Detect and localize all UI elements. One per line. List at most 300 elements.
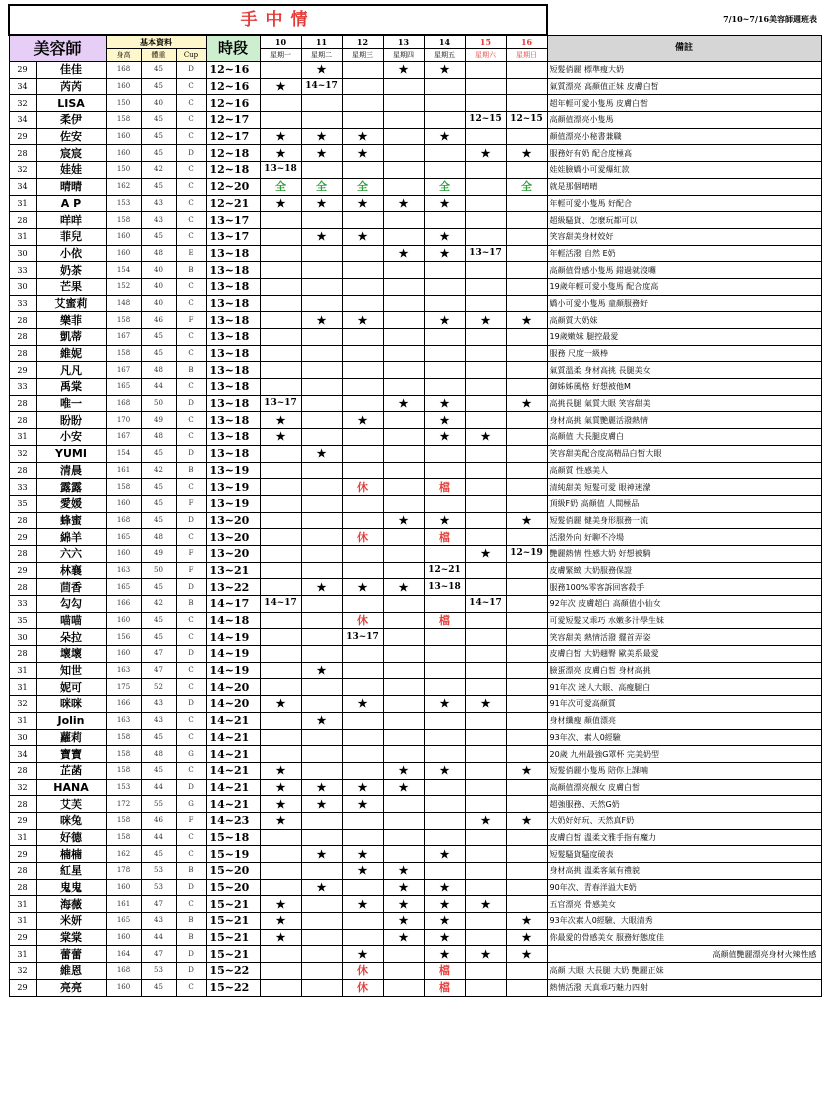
shift-cell: [506, 462, 547, 479]
height-cell: 160: [106, 245, 141, 262]
shift-star: ★: [301, 712, 342, 729]
shift-star: ★: [424, 913, 465, 930]
age-cell: 28: [9, 863, 36, 880]
shift-cell: [260, 679, 301, 696]
shift-cell: 全: [424, 178, 465, 195]
age-cell: 29: [9, 812, 36, 829]
shift-cell: [383, 729, 424, 746]
time-slot-cell: 13~20: [206, 512, 260, 529]
shift-cell: [506, 712, 547, 729]
shift-star: ★: [424, 846, 465, 863]
shift-cell: [260, 529, 301, 546]
beautician-header: 美容師: [9, 35, 106, 62]
shift-cell: [506, 295, 547, 312]
shift-cell: [383, 295, 424, 312]
shift-star: ★: [260, 78, 301, 95]
shift-cell: [342, 345, 383, 362]
shift-cell: [506, 362, 547, 379]
weekday-header: 星期二: [301, 49, 342, 62]
note-cell: 熱情活潑 天真乖巧魅力四射: [547, 979, 821, 996]
name-cell: 知世: [36, 662, 106, 679]
shift-star: ★: [383, 512, 424, 529]
shift-cell: [342, 596, 383, 613]
shift-cell: [424, 78, 465, 95]
time-slot-cell: 15~21: [206, 946, 260, 963]
shift-star: ★: [424, 128, 465, 145]
shift-cell: [260, 212, 301, 229]
shift-cell: [342, 646, 383, 663]
weight-cell: 45: [141, 445, 176, 462]
cup-cell: D: [176, 579, 206, 596]
shift-cell: [424, 362, 465, 379]
shift-cell: [260, 95, 301, 112]
name-cell: 壞壞: [36, 646, 106, 663]
shift-star: ★: [342, 579, 383, 596]
shift-cell: [342, 512, 383, 529]
shift-star: ★: [260, 696, 301, 713]
shift-cell: [301, 429, 342, 446]
note-cell: 皮膚白皙 大奶翹臀 歐美系最愛: [547, 646, 821, 663]
note-cell: 身材纖瘦 顏值漂亮: [547, 712, 821, 729]
shift-cell: 12~15: [506, 112, 547, 129]
shift-cell: [424, 112, 465, 129]
shift-cell: [301, 979, 342, 996]
height-cell: 163: [106, 562, 141, 579]
weight-cell: 45: [141, 228, 176, 245]
table-row: [9, 195, 821, 212]
shift-cell: [465, 162, 506, 179]
note-cell: 90年次、青春洋溢大E奶: [547, 879, 821, 896]
time-slot-cell: 14~21: [206, 712, 260, 729]
height-cell: 165: [106, 913, 141, 930]
age-cell: 32: [9, 95, 36, 112]
shift-cell: [465, 762, 506, 779]
note-cell: 笑容甜美身材姣好: [547, 228, 821, 245]
shift-cell: [383, 362, 424, 379]
shift-cell: [383, 545, 424, 562]
age-cell: 28: [9, 145, 36, 162]
shift-cell: [301, 162, 342, 179]
weight-cell: 45: [141, 729, 176, 746]
table-row: [9, 879, 821, 896]
shift-cell: [506, 78, 547, 95]
weight-cell: 43: [141, 195, 176, 212]
shift-cell: [465, 495, 506, 512]
shift-cell: [465, 662, 506, 679]
shift-cell: [424, 495, 465, 512]
note-cell: 御姊姊風格 好想被他M: [547, 379, 821, 396]
weight-cell: 45: [141, 762, 176, 779]
shift-cell: [506, 662, 547, 679]
note-cell: 19歲年輕可愛小隻馬 配合度高: [547, 278, 821, 295]
table-row: [9, 829, 821, 846]
height-cell: 152: [106, 278, 141, 295]
age-cell: 32: [9, 445, 36, 462]
name-cell: 佳佳: [36, 62, 106, 79]
cup-cell: C: [176, 228, 206, 245]
shift-cell: [260, 712, 301, 729]
shift-cell: [465, 746, 506, 763]
shift-star: ★: [424, 195, 465, 212]
shift-star: ★: [301, 228, 342, 245]
note-cell: 高顏 大眼 大長腿 大奶 艷麗正妹: [547, 963, 821, 980]
name-cell: 凱蒂: [36, 329, 106, 346]
name-cell: 紅星: [36, 863, 106, 880]
table-row: [9, 646, 821, 663]
table-row: [9, 979, 821, 996]
table-row: [9, 295, 821, 312]
shift-star: ★: [383, 779, 424, 796]
name-cell: 喵喵: [36, 612, 106, 629]
weight-cell: 40: [141, 278, 176, 295]
table-row: [9, 312, 821, 329]
shift-star: ★: [506, 946, 547, 963]
name-cell: 芷菡: [36, 762, 106, 779]
time-slot-cell: 14~20: [206, 696, 260, 713]
note-cell: 服務100%零客訴回客殺手: [547, 579, 821, 596]
name-cell: LISA: [36, 95, 106, 112]
cup-cell: D: [176, 145, 206, 162]
age-cell: 31: [9, 896, 36, 913]
age-cell: 29: [9, 128, 36, 145]
shift-cell: [260, 646, 301, 663]
table-row: [9, 262, 821, 279]
height-cell: 178: [106, 863, 141, 880]
shift-cell: [506, 896, 547, 913]
cup-cell: C: [176, 195, 206, 212]
shift-cell: [260, 228, 301, 245]
cup-cell: C: [176, 712, 206, 729]
time-slot-cell: 12~16: [206, 78, 260, 95]
shift-star: ★: [383, 896, 424, 913]
shift-cell: [383, 746, 424, 763]
time-slot-cell: 12~16: [206, 95, 260, 112]
shift-cell: [465, 445, 506, 462]
shift-cell: [383, 162, 424, 179]
name-cell: 小安: [36, 429, 106, 446]
page-title: 手中情: [9, 5, 547, 35]
shift-cell: [342, 362, 383, 379]
note-cell: 93年次、素人0經驗: [547, 729, 821, 746]
cup-cell: B: [176, 262, 206, 279]
time-slot-cell: 14~17: [206, 596, 260, 613]
table-row: [9, 128, 821, 145]
shift-cell: [506, 596, 547, 613]
shift-cell: [465, 479, 506, 496]
shift-star: ★: [301, 445, 342, 462]
cup-cell: C: [176, 429, 206, 446]
shift-cell: [301, 596, 342, 613]
shift-star: ★: [383, 879, 424, 896]
shift-star: ★: [465, 946, 506, 963]
height-cell: 156: [106, 629, 141, 646]
note-cell: 氣質漂亮 高顏值正妹 皮膚白皙: [547, 78, 821, 95]
shift-cell: [260, 512, 301, 529]
weight-header: 體重: [141, 49, 176, 62]
name-cell: 好德: [36, 829, 106, 846]
time-slot-cell: 13~18: [206, 295, 260, 312]
height-cell: 160: [106, 228, 141, 245]
shift-cell: [260, 462, 301, 479]
table-row: [9, 245, 821, 262]
name-cell: 奶茶: [36, 262, 106, 279]
notes-header: 備註: [547, 35, 821, 62]
shift-cell: [260, 329, 301, 346]
shift-cell: [465, 95, 506, 112]
shift-cell: [465, 128, 506, 145]
table-row: [9, 412, 821, 429]
weekday-header: 星期日: [506, 49, 547, 62]
shift-cell: [465, 379, 506, 396]
shift-star: ★: [424, 512, 465, 529]
shift-cell: [424, 746, 465, 763]
shift-star: ★: [342, 796, 383, 813]
name-cell: 海薇: [36, 896, 106, 913]
shift-cell: [342, 562, 383, 579]
cup-cell: C: [176, 295, 206, 312]
shift-cell: [383, 128, 424, 145]
shift-star: ★: [424, 395, 465, 412]
weekday-header: 星期六: [465, 49, 506, 62]
table-row: [9, 896, 821, 913]
shift-cell: [465, 462, 506, 479]
age-cell: 29: [9, 529, 36, 546]
shift-cell: 檔: [424, 979, 465, 996]
shift-cell: [424, 596, 465, 613]
height-cell: 158: [106, 746, 141, 763]
weight-cell: 55: [141, 796, 176, 813]
shift-cell: [342, 262, 383, 279]
name-cell: 芒果: [36, 278, 106, 295]
height-cell: 160: [106, 495, 141, 512]
shift-cell: [383, 946, 424, 963]
shift-cell: [342, 712, 383, 729]
height-cell: 160: [106, 929, 141, 946]
shift-cell: [383, 312, 424, 329]
age-cell: 31: [9, 429, 36, 446]
cup-cell: D: [176, 696, 206, 713]
shift-cell: [301, 896, 342, 913]
shift-cell: [465, 228, 506, 245]
cup-cell: C: [176, 78, 206, 95]
age-cell: 28: [9, 345, 36, 362]
age-cell: 30: [9, 245, 36, 262]
time-slot-cell: 13~18: [206, 345, 260, 362]
cup-cell: F: [176, 812, 206, 829]
shift-cell: [383, 412, 424, 429]
shift-cell: 13~18: [260, 162, 301, 179]
note-cell: 超強服務、天然G奶: [547, 796, 821, 813]
shift-cell: [506, 228, 547, 245]
weight-cell: 53: [141, 879, 176, 896]
shift-star: ★: [260, 929, 301, 946]
shift-cell: [424, 829, 465, 846]
shift-star: ★: [465, 429, 506, 446]
shift-cell: [342, 62, 383, 79]
cup-cell: C: [176, 612, 206, 629]
cup-cell: D: [176, 62, 206, 79]
shift-cell: [424, 629, 465, 646]
shift-star: ★: [424, 429, 465, 446]
shift-star: ★: [301, 195, 342, 212]
note-cell: 娃娃臉嬌小可愛爆紅款: [547, 162, 821, 179]
shift-cell: [424, 863, 465, 880]
shift-star: ★: [424, 929, 465, 946]
name-cell: 棠棠: [36, 929, 106, 946]
weight-cell: 47: [141, 646, 176, 663]
name-cell: YUMI: [36, 445, 106, 462]
shift-cell: [383, 345, 424, 362]
shift-cell: [465, 362, 506, 379]
table-row: [9, 78, 821, 95]
shift-cell: [342, 812, 383, 829]
weight-cell: 50: [141, 562, 176, 579]
shift-cell: [383, 178, 424, 195]
cup-cell: C: [176, 345, 206, 362]
cup-cell: D: [176, 879, 206, 896]
time-slot-cell: 14~21: [206, 729, 260, 746]
shift-cell: [506, 979, 547, 996]
shift-cell: 13~17: [342, 629, 383, 646]
cup-cell: C: [176, 529, 206, 546]
shift-star: ★: [383, 762, 424, 779]
name-cell: HANA: [36, 779, 106, 796]
note-cell: 91年次可愛高顏質: [547, 696, 821, 713]
age-cell: 28: [9, 796, 36, 813]
table-row: [9, 796, 821, 813]
shift-cell: [465, 913, 506, 930]
weight-cell: 49: [141, 545, 176, 562]
table-row: [9, 512, 821, 529]
weight-cell: 45: [141, 178, 176, 195]
height-cell: 160: [106, 979, 141, 996]
shift-cell: [260, 946, 301, 963]
cup-cell: D: [176, 963, 206, 980]
shift-cell: [342, 495, 383, 512]
shift-cell: 全: [301, 178, 342, 195]
shift-star: ★: [383, 863, 424, 880]
shift-star: ★: [301, 128, 342, 145]
shift-cell: [301, 95, 342, 112]
height-cell: 161: [106, 462, 141, 479]
time-slot-cell: 13~18: [206, 445, 260, 462]
shift-cell: [301, 362, 342, 379]
shift-cell: [506, 95, 547, 112]
shift-cell: [424, 545, 465, 562]
time-slot-cell: 13~20: [206, 545, 260, 562]
shift-star: ★: [301, 779, 342, 796]
day-date-header: 16: [506, 35, 547, 49]
note-cell: 91年次 迷人大眼、高瘦腿白: [547, 679, 821, 696]
name-cell: 艾蜜莉: [36, 295, 106, 312]
shift-star: ★: [260, 429, 301, 446]
weight-cell: 48: [141, 362, 176, 379]
cup-cell: C: [176, 128, 206, 145]
time-slot-cell: 14~18: [206, 612, 260, 629]
height-cell: 154: [106, 262, 141, 279]
shift-cell: 檔: [424, 479, 465, 496]
time-slot-cell: 15~20: [206, 879, 260, 896]
note-cell: 高顏質大奶妹: [547, 312, 821, 329]
time-slot-cell: 12~20: [206, 178, 260, 195]
shift-cell: [465, 78, 506, 95]
shift-star: ★: [301, 662, 342, 679]
height-cell: 163: [106, 712, 141, 729]
time-slot-cell: 13~18: [206, 278, 260, 295]
time-slot-cell: 12~18: [206, 145, 260, 162]
shift-star: ★: [383, 913, 424, 930]
shift-cell: [383, 596, 424, 613]
shift-cell: [260, 445, 301, 462]
shift-cell: [342, 112, 383, 129]
shift-cell: [301, 212, 342, 229]
time-slot-cell: 13~18: [206, 412, 260, 429]
table-row: [9, 178, 821, 195]
cup-cell: C: [176, 662, 206, 679]
shift-cell: [383, 212, 424, 229]
table-row: [9, 212, 821, 229]
age-cell: 28: [9, 395, 36, 412]
age-cell: 31: [9, 195, 36, 212]
age-cell: 32: [9, 162, 36, 179]
shift-cell: [383, 612, 424, 629]
cup-cell: C: [176, 629, 206, 646]
table-row: [9, 462, 821, 479]
age-cell: 28: [9, 579, 36, 596]
shift-cell: 全: [506, 178, 547, 195]
shift-cell: [301, 245, 342, 262]
height-cell: 165: [106, 579, 141, 596]
shift-cell: [260, 846, 301, 863]
shift-cell: 13~18: [424, 579, 465, 596]
weight-cell: 43: [141, 696, 176, 713]
shift-star: ★: [342, 128, 383, 145]
note-cell: 高顏值骨感小隻馬 錯過就沒囉: [547, 262, 821, 279]
table-row: [9, 863, 821, 880]
shift-star: ★: [260, 195, 301, 212]
table-row: [9, 846, 821, 863]
shift-cell: [383, 78, 424, 95]
shift-cell: [465, 195, 506, 212]
time-slot-cell: 13~18: [206, 245, 260, 262]
name-cell: 維恩: [36, 963, 106, 980]
time-slot-cell: 12~17: [206, 128, 260, 145]
shift-cell: [465, 629, 506, 646]
height-cell: 167: [106, 362, 141, 379]
table-row: [9, 529, 821, 546]
name-cell: 林襄: [36, 562, 106, 579]
cup-cell: C: [176, 212, 206, 229]
shift-cell: [342, 879, 383, 896]
age-cell: 33: [9, 379, 36, 396]
shift-cell: [342, 95, 383, 112]
name-cell: A P: [36, 195, 106, 212]
time-slot-cell: 13~18: [206, 262, 260, 279]
cup-cell: C: [176, 762, 206, 779]
age-cell: 32: [9, 779, 36, 796]
height-cell: 164: [106, 946, 141, 963]
shift-cell: [506, 345, 547, 362]
shift-cell: [465, 779, 506, 796]
age-cell: 28: [9, 462, 36, 479]
age-cell: 32: [9, 963, 36, 980]
shift-cell: [301, 329, 342, 346]
name-cell: 咪咪: [36, 696, 106, 713]
cup-cell: F: [176, 312, 206, 329]
shift-cell: [301, 679, 342, 696]
name-cell: 米妍: [36, 913, 106, 930]
shift-cell: [342, 162, 383, 179]
